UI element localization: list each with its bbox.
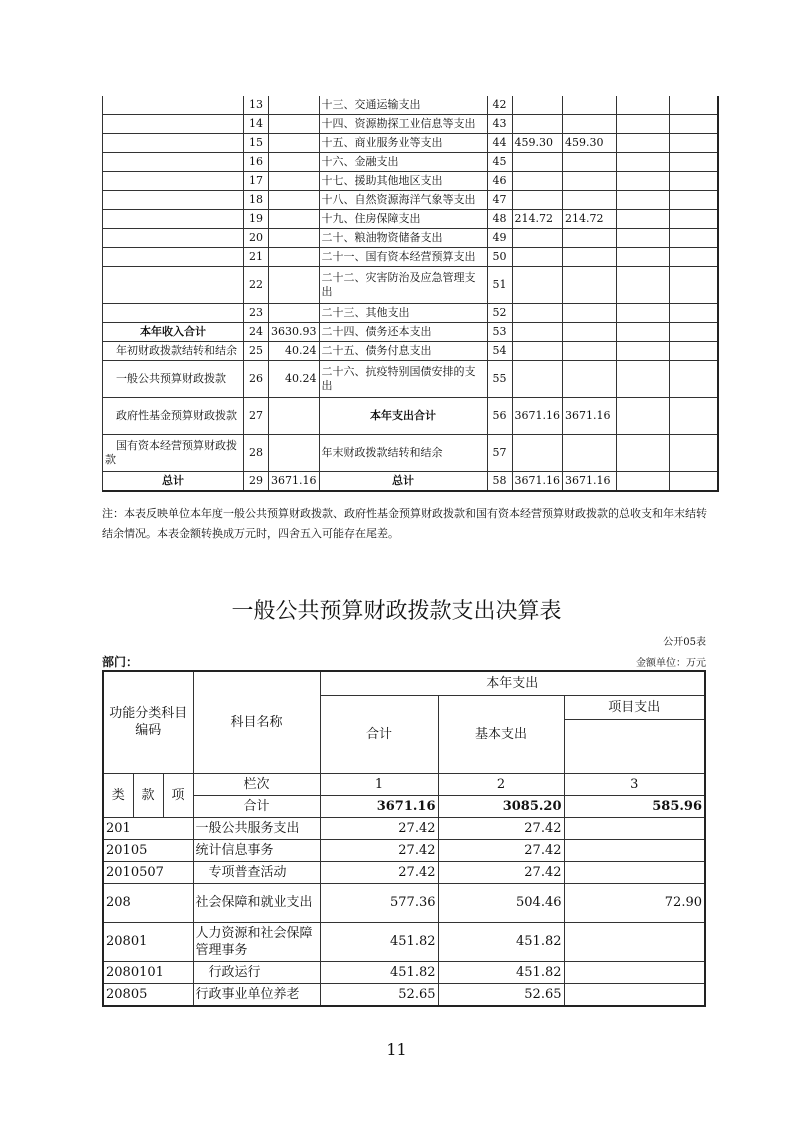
table-row [103, 248, 718, 267]
sum-total: 3671.16 [320, 795, 438, 817]
subject-name: 行政运行 [193, 961, 320, 983]
expense-item-label: 年末财政拨款结转和结余 [319, 435, 487, 472]
table-row [103, 861, 705, 883]
expense-line-number: 47 [487, 191, 512, 210]
income-line-number: 21 [244, 248, 269, 267]
income-line-number: 17 [244, 172, 269, 191]
expense-amount-3 [617, 229, 670, 248]
total-amount: 451.82 [320, 961, 438, 983]
project-amount [564, 839, 705, 861]
expense-amount-2: 214.72 [563, 210, 617, 229]
income-amount [269, 115, 320, 134]
income-line-number: 19 [244, 210, 269, 229]
expense-line-number: 58 [487, 472, 512, 492]
expense-line-number: 46 [487, 172, 512, 191]
income-amount: 3630.93 [269, 323, 320, 342]
expense-amount-1 [512, 435, 563, 472]
expense-amount-3 [617, 361, 670, 398]
expense-line-number: 52 [487, 304, 512, 323]
expense-amount-3 [617, 248, 670, 267]
header-total: 合计 [320, 695, 438, 773]
table-row [103, 191, 718, 210]
expense-amount-4 [670, 342, 718, 361]
expense-item-label: 二十一、国有资本经营预算支出 [319, 248, 487, 267]
expense-amount-4 [670, 435, 718, 472]
expense-item-label: 十五、商业服务业等支出 [319, 134, 487, 153]
col-index-2: 2 [438, 773, 564, 795]
expense-amount-3 [617, 342, 670, 361]
subject-name: 人力资源和社会保障管理事务 [193, 922, 320, 961]
income-line-number: 16 [244, 153, 269, 172]
expense-line-number: 51 [487, 267, 512, 304]
total-amount: 451.82 [320, 922, 438, 961]
header-lei: 类 [103, 773, 133, 817]
header-code: 功能分类科目编码 [103, 671, 193, 773]
table-row [103, 115, 718, 134]
income-line-number: 20 [244, 229, 269, 248]
income-line-number: 26 [244, 361, 269, 398]
col-index-3: 3 [564, 773, 705, 795]
total-amount: 577.36 [320, 883, 438, 922]
table-row [103, 210, 718, 229]
income-amount [269, 229, 320, 248]
income-item-label [103, 304, 244, 323]
expense-amount-2 [563, 115, 617, 134]
subject-name: 社会保障和就业支出 [193, 883, 320, 922]
income-item-label [103, 153, 244, 172]
expense-item-label: 二十六、抗疫特别国债安排的支出 [319, 361, 487, 398]
col-index-label: 栏次 [193, 773, 320, 795]
expense-item-label: 十九、住房保障支出 [319, 210, 487, 229]
table-row [103, 304, 718, 323]
basic-amount: 504.46 [438, 883, 564, 922]
basic-amount: 52.65 [438, 983, 564, 1006]
income-item-label [103, 191, 244, 210]
subject-code: 20105 [103, 839, 193, 861]
table-row [103, 361, 718, 398]
expense-item-label: 十七、援助其他地区支出 [319, 172, 487, 191]
expense-amount-1: 3671.16 [512, 398, 563, 435]
col-index-1: 1 [320, 773, 438, 795]
expense-amount-1 [512, 267, 563, 304]
expenditure-table [102, 670, 706, 1007]
subject-name: 统计信息事务 [193, 839, 320, 861]
table-row [103, 229, 718, 248]
income-item-label: 年初财政拨款结转和结余 [103, 342, 244, 361]
basic-amount: 27.42 [438, 861, 564, 883]
table-row [103, 267, 718, 304]
expense-line-number: 43 [487, 115, 512, 134]
income-amount: 3671.16 [269, 472, 320, 492]
expense-amount-4 [670, 134, 718, 153]
expense-item-label: 二十五、债务付息支出 [319, 342, 487, 361]
expense-item-label: 二十三、其他支出 [319, 304, 487, 323]
income-item-label: 本年收入合计 [103, 323, 244, 342]
table-row [103, 134, 718, 153]
unit-label: 金额单位：万元 [636, 658, 706, 669]
income-line-number: 15 [244, 134, 269, 153]
expense-amount-1: 459.30 [512, 134, 563, 153]
subject-name: 专项普查活动 [193, 861, 320, 883]
subject-name: 行政事业单位养老 [193, 983, 320, 1006]
subject-code: 208 [103, 883, 193, 922]
income-amount [269, 248, 320, 267]
income-item-label [103, 172, 244, 191]
total-amount: 27.42 [320, 817, 438, 839]
project-amount [564, 983, 705, 1006]
expense-amount-4 [670, 323, 718, 342]
basic-amount: 451.82 [438, 922, 564, 961]
expense-amount-3 [617, 96, 670, 115]
expense-amount-2 [563, 96, 617, 115]
table-row [103, 172, 718, 191]
expense-item-label: 十八、自然资源海洋气象等支出 [319, 191, 487, 210]
income-line-number: 29 [244, 472, 269, 492]
expense-amount-2: 459.30 [563, 134, 617, 153]
project-amount [564, 861, 705, 883]
expense-item-label: 十六、金融支出 [319, 153, 487, 172]
income-item-label [103, 267, 244, 304]
header-project-sub [564, 719, 705, 773]
subject-code: 20801 [103, 922, 193, 961]
expense-amount-3 [617, 153, 670, 172]
header-this-year: 本年支出 [320, 671, 705, 695]
income-item-label [103, 210, 244, 229]
expense-amount-4 [670, 361, 718, 398]
income-line-number: 14 [244, 115, 269, 134]
income-amount [269, 304, 320, 323]
sum-basic: 3085.20 [438, 795, 564, 817]
basic-amount: 27.42 [438, 839, 564, 861]
expense-amount-4 [670, 172, 718, 191]
income-amount [269, 134, 320, 153]
expense-amount-3 [617, 172, 670, 191]
expense-amount-4 [670, 398, 718, 435]
income-amount: 40.24 [269, 342, 320, 361]
expense-amount-1 [512, 342, 563, 361]
income-item-label [103, 115, 244, 134]
expense-amount-3 [617, 191, 670, 210]
table-row [103, 153, 718, 172]
expense-line-number: 56 [487, 398, 512, 435]
project-amount: 72.90 [564, 883, 705, 922]
expense-amount-4 [670, 248, 718, 267]
expense-amount-4 [670, 115, 718, 134]
expense-amount-2 [563, 172, 617, 191]
income-item-label: 总计 [103, 472, 244, 492]
section-title: 一般公共预算财政拨款支出决算表 [231, 599, 562, 624]
expense-amount-2 [563, 361, 617, 398]
total-amount: 52.65 [320, 983, 438, 1006]
subject-code: 201 [103, 817, 193, 839]
expense-amount-4 [670, 153, 718, 172]
expense-amount-2 [563, 342, 617, 361]
expense-amount-4 [670, 229, 718, 248]
expense-amount-3 [617, 267, 670, 304]
expense-amount-3 [617, 398, 670, 435]
expense-amount-2: 3671.16 [563, 472, 617, 492]
expense-line-number: 53 [487, 323, 512, 342]
expense-amount-1 [512, 191, 563, 210]
expense-amount-4 [670, 210, 718, 229]
basic-amount: 451.82 [438, 961, 564, 983]
expense-amount-3 [617, 323, 670, 342]
income-item-label [103, 229, 244, 248]
expense-line-number: 57 [487, 435, 512, 472]
table-row [103, 983, 705, 1006]
income-item-label [103, 96, 244, 115]
income-line-number: 25 [244, 342, 269, 361]
income-amount [269, 96, 320, 115]
total-amount: 27.42 [320, 861, 438, 883]
table-row [103, 961, 705, 983]
income-line-number: 18 [244, 191, 269, 210]
department-label: 部门： [102, 655, 139, 669]
income-amount: 40.24 [269, 361, 320, 398]
expense-item-label: 二十二、灾害防治及应急管理支出 [319, 267, 487, 304]
table-row [103, 435, 718, 472]
project-amount [564, 817, 705, 839]
expense-item-label: 总计 [319, 472, 487, 492]
expense-line-number: 54 [487, 342, 512, 361]
income-amount [269, 191, 320, 210]
expense-amount-2: 3671.16 [563, 398, 617, 435]
expense-amount-3 [617, 134, 670, 153]
expense-item-label: 十四、资源勘探工业信息等支出 [319, 115, 487, 134]
expense-amount-1 [512, 323, 563, 342]
expense-amount-1 [512, 115, 563, 134]
income-amount [269, 398, 320, 435]
sum-project: 585.96 [564, 795, 705, 817]
table-note: 注：本表反映单位本年度一般公共预算财政拨款、政府性基金预算财政拨款和国有资本经营预算财政拨款的总收支和年末结转结余情况。本表金额转换成万元时，四舍五入可能存在尾差。 [102, 507, 707, 540]
income-item-label: 国有资本经营预算财政拨款 [103, 435, 244, 472]
header-project: 项目支出 [564, 695, 705, 719]
income-line-number: 28 [244, 435, 269, 472]
table-row [103, 883, 705, 922]
expense-amount-2 [563, 191, 617, 210]
subject-name: 一般公共服务支出 [193, 817, 320, 839]
expense-amount-1 [512, 229, 563, 248]
table-number: 公开05表 [663, 637, 706, 648]
expense-amount-2 [563, 304, 617, 323]
expense-item-label: 十三、交通运输支出 [319, 96, 487, 115]
expense-amount-4 [670, 96, 718, 115]
expense-item-label: 二十四、债务还本支出 [319, 323, 487, 342]
table-row [103, 817, 705, 839]
header-basic: 基本支出 [438, 695, 564, 773]
expense-amount-1 [512, 361, 563, 398]
expense-amount-2 [563, 229, 617, 248]
project-amount [564, 961, 705, 983]
sum-label: 合计 [193, 795, 320, 817]
expense-amount-4 [670, 304, 718, 323]
income-line-number: 23 [244, 304, 269, 323]
table-row [103, 922, 705, 961]
subject-code: 2010507 [103, 861, 193, 883]
income-line-number: 24 [244, 323, 269, 342]
income-item-label: 政府性基金预算财政拨款 [103, 398, 244, 435]
income-amount [269, 435, 320, 472]
expense-amount-3 [617, 435, 670, 472]
table-row [103, 839, 705, 861]
header-name: 科目名称 [193, 671, 320, 773]
income-amount [269, 172, 320, 191]
income-line-number: 13 [244, 96, 269, 115]
income-amount [269, 210, 320, 229]
expense-line-number: 49 [487, 229, 512, 248]
subject-code: 20805 [103, 983, 193, 1006]
expense-amount-1 [512, 304, 563, 323]
expense-line-number: 45 [487, 153, 512, 172]
expense-amount-4 [670, 191, 718, 210]
expense-amount-3 [617, 210, 670, 229]
expense-line-number: 48 [487, 210, 512, 229]
table-row [103, 472, 718, 492]
expense-item-label: 二十、粮油物资储备支出 [319, 229, 487, 248]
table-row [103, 96, 718, 115]
expense-line-number: 44 [487, 134, 512, 153]
income-amount [269, 267, 320, 304]
expense-amount-3 [617, 472, 670, 492]
expense-line-number: 50 [487, 248, 512, 267]
expense-amount-2 [563, 267, 617, 304]
expense-amount-3 [617, 304, 670, 323]
expense-amount-4 [670, 267, 718, 304]
table-row [103, 323, 718, 342]
page-number: 11 [386, 1040, 407, 1059]
expense-amount-3 [617, 115, 670, 134]
income-expense-table-continued [102, 96, 719, 492]
expense-amount-4 [670, 472, 718, 492]
income-item-label: 一般公共预算财政拨款 [103, 361, 244, 398]
header-xiang: 项 [163, 773, 193, 817]
expense-line-number: 42 [487, 96, 512, 115]
subject-code: 2080101 [103, 961, 193, 983]
project-amount [564, 922, 705, 961]
expense-amount-1 [512, 172, 563, 191]
income-item-label [103, 134, 244, 153]
table-row [103, 398, 718, 435]
expense-amount-1 [512, 248, 563, 267]
expense-amount-1: 214.72 [512, 210, 563, 229]
expense-amount-2 [563, 153, 617, 172]
expense-amount-1 [512, 96, 563, 115]
total-amount: 27.42 [320, 839, 438, 861]
income-line-number: 22 [244, 267, 269, 304]
expense-item-label: 本年支出合计 [319, 398, 487, 435]
income-line-number: 27 [244, 398, 269, 435]
table-row [103, 342, 718, 361]
expense-amount-1 [512, 153, 563, 172]
income-amount [269, 153, 320, 172]
expense-amount-2 [563, 323, 617, 342]
expense-amount-1: 3671.16 [512, 472, 563, 492]
expense-amount-2 [563, 435, 617, 472]
expense-amount-2 [563, 248, 617, 267]
header-kuan: 款 [133, 773, 163, 817]
income-item-label [103, 248, 244, 267]
expense-line-number: 55 [487, 361, 512, 398]
basic-amount: 27.42 [438, 817, 564, 839]
